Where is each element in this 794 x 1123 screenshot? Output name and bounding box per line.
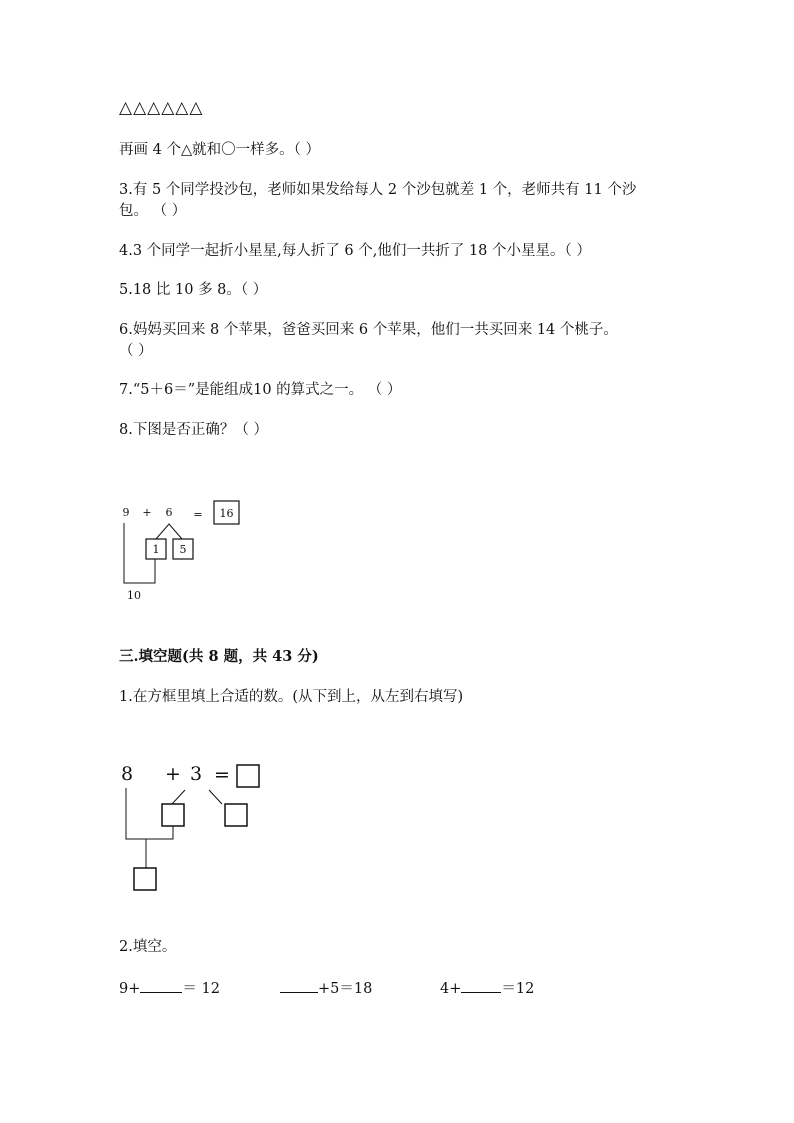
fill-question-1: 1.在方框里填上合适的数。(从下到上，从左到右填写) — [119, 689, 464, 705]
question-4: 4.3 个同学一起折小星星,每人折了 6 个,他们一共折了 18 个小星星。（ ） — [119, 243, 591, 259]
q8-addend-2: 6 — [165, 506, 173, 519]
q8-result-value: 16 — [219, 507, 234, 520]
q8-ten-label: 10 — [127, 589, 141, 602]
f1-combine-bracket — [126, 788, 173, 839]
question-6-line-2: （ ） — [119, 343, 153, 359]
q8-combine-bracket — [124, 523, 155, 583]
question-7: 7.“5＋6＝”是能组成10 的算式之一。 （ ） — [119, 382, 402, 398]
section-3-heading: 三.填空题(共 8 题，共 43 分) — [119, 648, 319, 665]
q8-plus-sign: + — [142, 506, 152, 519]
question-8: 8.下图是否正确？（ ） — [119, 422, 268, 438]
question-6-line-1: 6.妈妈买回来 8 个苹果，爸爸买回来 6 个苹果，他们一共买回来 14 个桃子。 — [119, 322, 618, 338]
q8-equals-sign: = — [193, 508, 203, 521]
fill-item-2 — [280, 978, 372, 999]
fill-item-1 — [119, 978, 220, 999]
f1-split-line-right — [209, 790, 222, 804]
fill-item-3-left: 4+ — [440, 981, 462, 997]
fill-question-1-figure — [115, 758, 275, 898]
f1-addend-1: 8 — [120, 763, 134, 785]
fill-question-2-title: 2.填空。 — [119, 939, 177, 955]
q8-split-left-value: 1 — [152, 543, 160, 556]
question-8-figure — [110, 495, 250, 610]
f1-answer-box-ten[interactable] — [134, 868, 156, 890]
f1-answer-box-split-left[interactable] — [162, 804, 184, 826]
fill-item-3-right: ＝12 — [501, 981, 535, 997]
fill-item-1-right: ＝ 12 — [182, 981, 220, 997]
q8-split-right-value: 5 — [179, 543, 187, 556]
fill-item-1-blank[interactable] — [140, 978, 182, 993]
f1-equals-sign: = — [214, 764, 230, 786]
question-draw-triangles: 再画 4 个△就和〇一样多。（ ） — [119, 142, 320, 158]
fill-item-3-blank[interactable] — [461, 978, 501, 993]
fill-item-1-left: 9+ — [119, 981, 141, 997]
f1-addend-2: 3 — [189, 763, 203, 785]
f1-plus-sign: + — [165, 763, 181, 785]
f1-split-line-left — [172, 790, 185, 804]
triangles-row: △△△△△△ — [119, 98, 204, 118]
fill-item-2-blank[interactable] — [280, 978, 318, 993]
question-3-line-2: 包。 （ ） — [119, 203, 187, 219]
q8-split-lines — [156, 524, 182, 539]
q8-addend-1: 9 — [122, 506, 130, 519]
f1-answer-box-result[interactable] — [237, 765, 259, 787]
question-3-line-1: 3.有 5 个同学投沙包，老师如果发给每人 2 个沙包就差 1 个，老师共有 11 个沙 — [119, 182, 637, 198]
f1-answer-box-split-right[interactable] — [225, 804, 247, 826]
fill-item-3 — [440, 978, 534, 999]
question-5: 5.18 比 10 多 8。（ ） — [119, 282, 268, 298]
fill-item-2-right: +5＝18 — [318, 981, 373, 997]
